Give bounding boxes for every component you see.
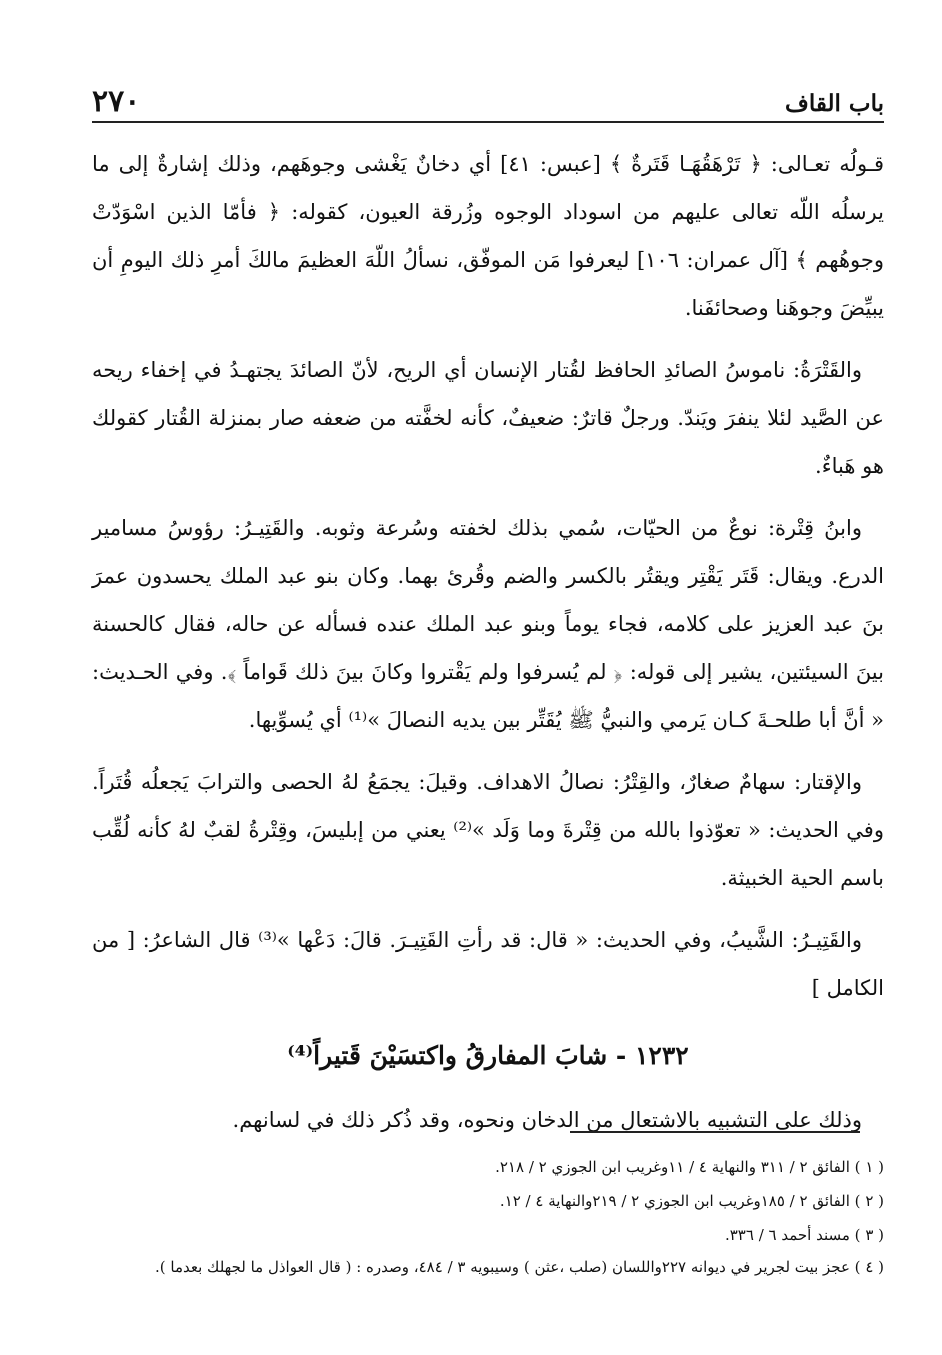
page-number: ٢٧٠: [92, 84, 141, 119]
chapter-title: باب القاف: [785, 90, 884, 117]
paragraph: والقَتْرَةُ: ناموسُ الصائدِ الحافظ لقُتار الإنسان أي الريح، لأنّ الصائدَ يجتهـدُ في إخفاء ريحه عن الصَّيد لئلا ينفرَ ويَندّ. ورجلٌ قاترٌ: ضعيفٌ، كأنه لخفَّته من ضعفه صار بمنزلة القُتار كقولك هو هَباءٌ.: [92, 358, 884, 478]
footnote: ( ٢ ) الفائق ٢ / ١٨٥وغريب ابن الجوزي ٢ / ٢١٩والنهاية ٤ / ١٢.: [499, 1192, 884, 1210]
footnote-divider: [570, 1131, 860, 1133]
footnote: ( ٤ ) عجز بيت لجرير في ديوانه ٢٢٧واللسان (صلب ،عثن ) وسيبويه ٣ / ٤٨٤، وصدره : ( قال العواذل ما لجهلك بعدما ).: [155, 1258, 884, 1276]
page-header: [92, 80, 884, 120]
paragraph: والقَتِيـرُ: الشَّيبُ، وفي الحديث: « قال: قد رأتِ القَتِيـرَ. قالَ: دَعْها »⁽³⁾ قال الشاعرُ: [ من الكامل ]: [92, 928, 884, 1000]
paragraph: وابنُ قِتْرة: نوعٌ من الحيّات، سُمي بذلك لخفته وسُرعة وثوبه. والقَتِيـرُ: رؤوسُ مسامير الدرع. ويقال: قَتَر يَقْتِر ويقتُر بالكسر والضم وقُرئ بهما. وكان بنو عبد الملك يحسدون عمرَ بنَ عبد العزيز على كلامه، فجاء يوماً وبنو عبد الملك عنده فسأله عن حاله، فقال كالحسنة بينَ السيئتين، يشير إلى قوله: ﴿ لم يُسرفوا ولم يَقْتروا وكانَ بينَ ذلك قَواماً ﴾. وفي الحـديث: « أنَّ أبا طلحـةَ كـان يَرمي والنبيُّ ﷺ يُقَتِّر بين يديه النصالَ »⁽¹⁾ أي يُسوِّيها.: [92, 516, 884, 732]
header-divider: [92, 121, 884, 123]
poetry-verse: ١٢٣٢ - شابَ المفارقُ واكتسَيْنَ قَتيراً⁽⁴⁾: [287, 1041, 689, 1070]
paragraph: وذلك على التشبيه بالاشتعال من الدخان ونحوه، وقد ذُكر ذلك في لسانهم.: [232, 1108, 862, 1132]
main-text: [92, 140, 884, 1158]
footnote: ( ٣ ) مسند أحمد ٦ / ٣٣٦.: [724, 1226, 884, 1244]
paragraph: قـولُه تعـالى: ﴿ تَرْهَقُهَـا قَتَرةٌ ﴾ [عبس: ٤١] أي دخانٌ يَغْشى وجوهَهم، وذلك إشارةٌ إلى ما يرسلُه اللّه تعالى عليهم من اسوداد الوجوه وزُرقة العيون، كقوله: ﴿ فأمّا الذين اسْوَدّتْ وجوهُهم ﴾ [آل عمران: ١٠٦] ليعرفوا مَن الموفّق، نسألُ اللّهَ العظيمَ مالكَ أمرِ ذلك اليومِ أن يبيِّضَ وجوهَنا وصحائفَنا.: [92, 152, 884, 320]
paragraph: والإقتار: سهامٌ صغارٌ، والقِتْرُ: نصالُ الاهداف. وقيلَ: يجمَعُ لهُ الحصى والترابَ يَجعلُه قُتَراً. وفي الحديث: « تعوّذوا بالله من قِتْرةَ وما وَلَد »⁽²⁾ يعني من إبليسَ، وقِتْرةُ لقبٌ لهُ كأنه لُقِّب باسم الحية الخبيثة.: [92, 770, 884, 890]
footnote: ( ١ ) الفائق ٢ / ٣١١ والنهاية ٤ / ١١وغريب ابن الجوزي ٢ / ٢١٨.: [495, 1158, 884, 1176]
footnotes: [92, 1150, 884, 1282]
